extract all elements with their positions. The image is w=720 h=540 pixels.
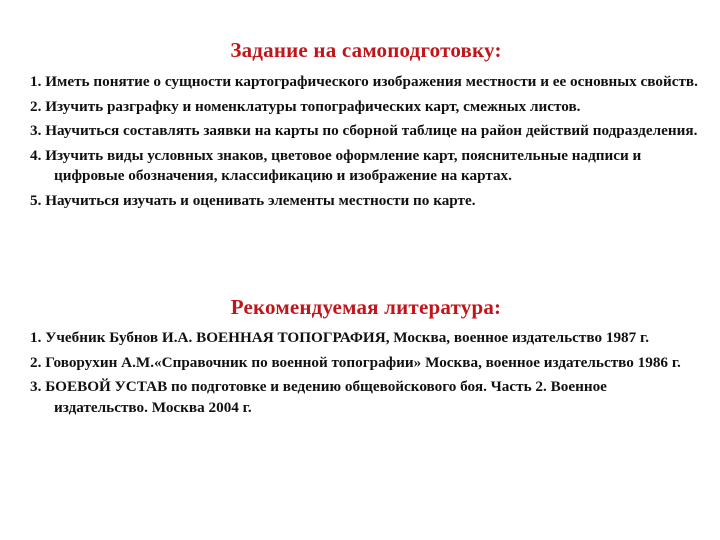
self-study-list — [30, 72, 698, 215]
literature-item: 3. БОЕВОЙ УСТАВ по подготовке и ведению общевойскового боя. Часть 2. Военное издательство. Москва 2004 г. — [30, 378, 607, 416]
literature-heading: Рекомендуемая литература: — [230, 295, 502, 319]
literature-item: 1. Учебник Бубнов И.А. ВОЕННАЯ ТОПОГРАФИЯ, Москва, военное издательство 1987 г. — [30, 329, 650, 346]
task-item: 3. Научиться составлять заявки на карты по сборной таблице на район действий подразделения. — [30, 122, 698, 139]
task-item: 4. Изучить виды условных знаков, цветовое оформление карт, пояснительные надписи и цифровые обозначения, классификацию и изображение на картах. — [30, 146, 642, 184]
literature-item: 2. Говорухин А.М.«Справочник по военной топографии» Москва, военное издательство 1986 г. — [30, 353, 681, 371]
self-study-heading: Задание на самоподготовку: — [230, 38, 502, 62]
literature-list — [30, 328, 698, 422]
task-item: 2. Изучить разграфку и номенклатуры топографических карт, смежных листов. — [30, 97, 581, 115]
task-item: 1. Иметь понятие о сущности картографического изображения местности и ее основных свойств. — [30, 73, 698, 90]
task-item: 5. Научиться изучать и оценивать элементы местности по карте. — [30, 191, 476, 209]
